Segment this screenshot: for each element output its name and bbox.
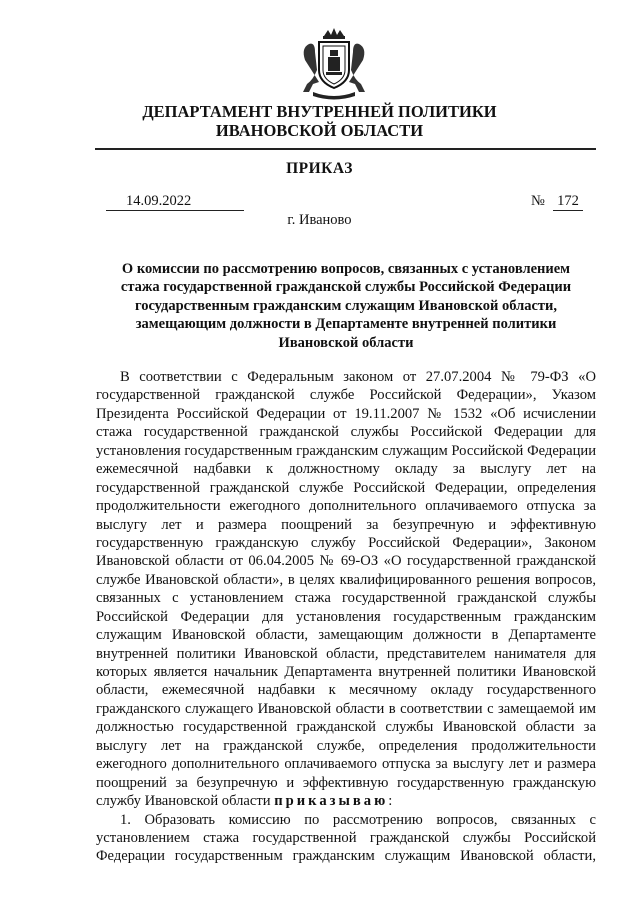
body-line: Президента Российской Федерации от 19.11.2007 № 1532 «Об исчислении <box>96 405 596 422</box>
body-line: продолжительности ежегодного дополнительного оплачиваемого отпуска за <box>96 498 596 515</box>
body-line: государственной гражданской службе Российской Федерации», Указом <box>96 387 596 404</box>
order-city: г. Иваново <box>287 212 352 228</box>
body-line: выслугу лет и размера поощрений за безупречную и эффективную <box>96 516 596 533</box>
body-line: которых является начальник Департамента внутренней политики Ивановской <box>96 664 596 680</box>
closing-prefix: службу Ивановской области <box>96 793 275 810</box>
body-line: стажа государственной гражданской службы Российской Федерации для <box>96 424 596 441</box>
subject-line: стажа государственной гражданской службы Российской Федерации <box>120 279 572 296</box>
body-line: поощрений за безупречную и эффективную государственную гражданскую <box>96 774 596 791</box>
item-1-line: Федерации государственным гражданским служащим Ивановской области, <box>96 848 596 865</box>
body-line: служащим Ивановской области, замещающим должности в Департаменте <box>96 627 596 644</box>
body-line: связанных с установлением стажа государственной гражданской службы <box>96 590 596 607</box>
document-title: ПРИКАЗ <box>286 160 353 177</box>
org-name-line-2: ИВАНОВСКОЙ ОБЛАСТИ <box>215 121 424 140</box>
body-line: службе Ивановской области», в целях квалифицированного решения вопросов, <box>96 571 596 588</box>
org-name-line-1: ДЕПАРТАМЕНТ ВНУТРЕННЕЙ ПОЛИТИКИ <box>142 102 497 121</box>
body-line: ежемесячной надбавки к должностному окладу за выслугу лет на <box>96 461 596 478</box>
closing-line <box>96 792 596 810</box>
body-line: государственную гражданскую службу Российской Федерации», Законом <box>96 534 596 551</box>
document-body <box>96 368 596 866</box>
order-number-label: № <box>531 193 545 209</box>
body-line: государственной гражданской службе Российской Федерации, определения <box>96 479 596 496</box>
body-line: области, ежемесячной надбавки к месячному окладу государственного <box>96 682 596 699</box>
body-line: Ивановской области от 06.04.2005 № 69-ОЗ «О государственной гражданской <box>96 553 596 570</box>
order-date: 14.09.2022 <box>106 193 244 211</box>
order-number: 172 <box>553 193 583 211</box>
body-line: установления государственным гражданским служащим Российской Федерации <box>96 442 596 459</box>
body-line: ежегодного дополнительного оплачиваемого отпуска за выслугу лет и размера <box>96 756 596 773</box>
body-line: должностью государственной гражданской службы Ивановской области за <box>96 719 596 736</box>
subject-line: О комиссии по рассмотрению вопросов, связанных с установлением <box>121 261 571 277</box>
subject-line: Ивановской области <box>278 334 414 351</box>
body-line: гражданского служащего Ивановской области в соответствии с замещаемой им <box>96 700 596 717</box>
order-subject <box>100 260 592 352</box>
body-line: Российской Федерации для установления государственным гражданским <box>96 608 596 625</box>
subject-line: государственным гражданским служащим Ивановской области, <box>134 297 558 314</box>
item-1-line: 1. Образовать комиссию по рассмотрению вопросов, связанных с <box>120 811 596 828</box>
order-verb: приказываю <box>274 793 389 810</box>
body-line: внутренней политики Ивановской области, представителем нанимателя для <box>96 645 596 662</box>
body-line: В соответствии с Федеральным законом от 27.07.2004 № 79-ФЗ «О <box>120 369 596 385</box>
body-line: выслугу лет на гражданской службе, определения продолжительности <box>96 737 596 754</box>
closing-suffix: : <box>388 793 393 810</box>
header-divider <box>95 148 596 150</box>
subject-line: замещающим должности в Департаменте внутренней политики <box>135 316 557 333</box>
item-1-line: установлением стажа государственной гражданской службы Российской <box>96 829 596 846</box>
coat-of-arms-icon <box>299 26 369 102</box>
